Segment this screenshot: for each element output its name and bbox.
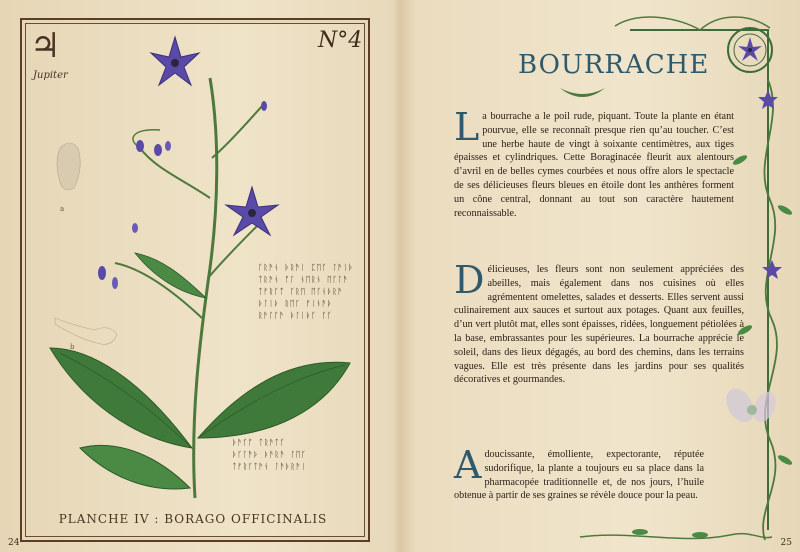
right-page: [400, 0, 800, 552]
borage-flower: [151, 37, 199, 85]
lower-leaf: [50, 348, 192, 448]
paragraph-text: doucissante, émolliente, expectorante, réputée sudorifique, la plante a toujours eu sa place dans la pharmacopée traditionnelle et, de nos jours, l’huile obtenue à partir de ses graines se révèle douce pour la peau.: [454, 449, 704, 502]
plate-caption: PLANCHE IV : BORAGO OFFICINALIS: [58, 512, 328, 526]
page-number: 25: [780, 538, 792, 548]
flower-bud: [165, 141, 171, 151]
border-flower: [762, 260, 782, 279]
branch-stem: [212, 103, 265, 158]
flower-bud: [154, 144, 162, 156]
dropcap-letter: L: [454, 105, 480, 149]
flower-bud: [112, 277, 118, 289]
figure-label-a: a: [60, 205, 65, 213]
branch-stem: [208, 223, 260, 278]
handwritten-script-block: ᚴᚱᚫᚾ ᚦᚱᚫᛁ ᛈᛖᚴ ᛚᚫᛁᚦ ᛏᚱᚫᚾ ᚩᛚ ᚾᛖᚱᚾ ᛖᚴᛚᚫ ᛏᚠᚱᚴᛏ ᚴᚱᛖ ᛖᚴᚾᚦᚱᚫ ᚦᛚᛁᚦ ᚱᛖᚴ ᚠᛁᚾᚫᚦ ᚱᚫᛚᚴᚫ ᚦᛚᛁᚦᚴ ᚴᚴ: [258, 263, 354, 320]
paragraph-3: [454, 443, 704, 503]
page-number: 24: [8, 538, 20, 548]
paragraph-2: [454, 258, 744, 387]
planet-label: Jupiter: [33, 70, 68, 81]
dropcap-letter: D: [454, 258, 485, 302]
handwritten-script-block: ᚦᚫᚴᚩ ᛏᚱᚫᛏᚴ ᚦᚴᛚᚫᚦ ᚦᚫᚱᚫ ᛚᛖᚴ ᛏᚠᚱᚴᛏᚫᚾ ᛚᚫᚦᚱᚫᛁ: [232, 438, 307, 471]
fairy-illustration: [721, 384, 781, 427]
paragraph-text: a bourrache a le poil rude, piquant. Toute la plante en étant pourvue, elle se reconnaît presque rien qu’au toucher. C’est une herbe haute de vingt à soixante centimètres, aux tiges épaisses et cylindriques. Cette Boraginacée fleurit aux alentours d’avril en de belles cymes courbées et nous offre alors le spectacle de ses délicieuses fleurs bleues en étoile dont les anthères forment un cône central, donnant au tout son caractère hautement reconnaissable.: [454, 111, 734, 219]
lower-leaf: [198, 362, 350, 438]
branch-stem: [140, 148, 210, 198]
seed-sketch-a: [57, 143, 80, 190]
borage-flower: [226, 187, 278, 235]
flower-bud: [261, 101, 267, 111]
page-title: BOURRACHE: [518, 50, 710, 80]
seed-sketch-b: [55, 318, 117, 344]
title-flourish: [560, 88, 605, 97]
jupiter-symbol-icon: ♃: [30, 26, 61, 66]
figure-label-b: b: [70, 343, 75, 351]
flower-bud: [136, 140, 144, 152]
flower-bud: [98, 266, 106, 280]
dropcap-letter: A: [454, 443, 482, 487]
paragraph-text: élicieuses, les fleurs sont non seulement appréciées des abeilles, mais également dans nos cuisines où elles agrémentent omelettes, salades et desserts. Elles servent aussi culinairement aux sauces et surtout aux potages. Quant aux feuilles, d’un vert plutôt mat, elles sont épaisses, ridées, longuement pétiolées à la base, embrassantes pour les supérieures. La bourrache apprécie le soleil, dans des lieux dégagés, au bord des chemins, dans les terrains vagues. Elle est très présente dans les jardins pour ses qualités décoratives et gourmandes.: [454, 264, 744, 386]
plate-number: N°4: [318, 28, 363, 53]
lower-leaf: [80, 445, 190, 489]
border-flower: [738, 37, 762, 61]
flower-bud: [132, 223, 138, 233]
paragraph-1: [454, 105, 734, 220]
